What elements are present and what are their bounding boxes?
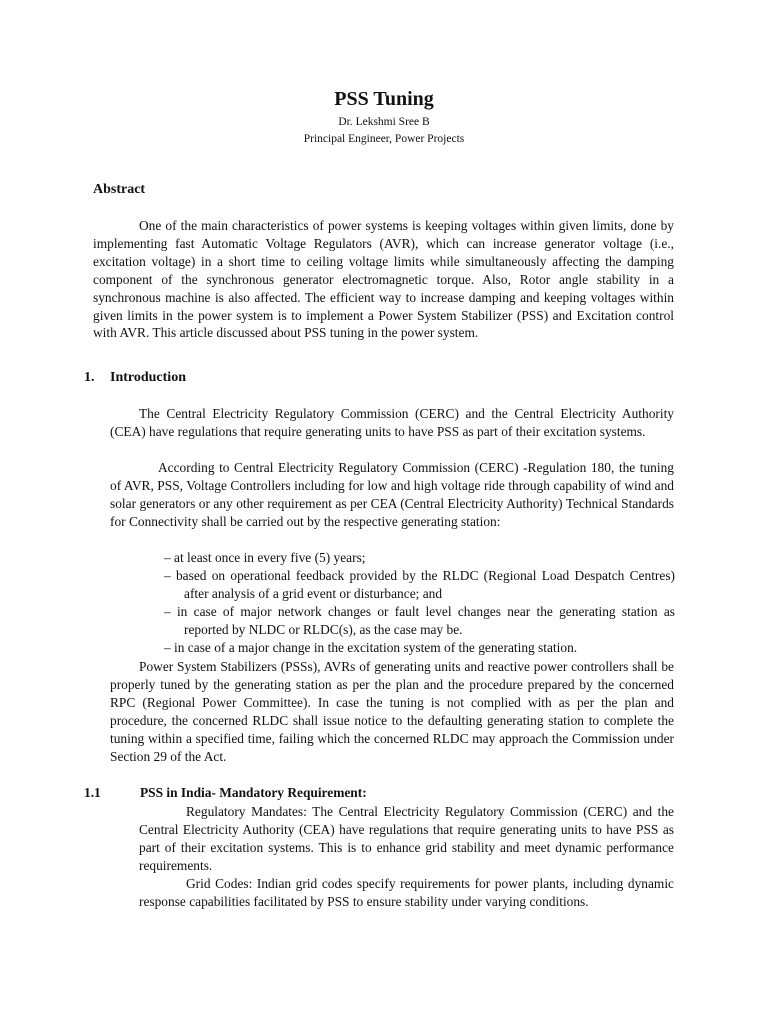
introduction-paragraph-2: According to Central Electricity Regulatory Commission (CERC) -Regulation 180, the tuning of AVR, PSS, Voltage Controllers including for low and high voltage ride through capability of wind and solar generators or any other requirement as per CEA (Central Electricity Authority) Technical Standards for Connectivity shall be carried out by the respective generating station:	[110, 460, 674, 529]
list-item: – in case of a major change in the excitation system of the generating station.	[164, 639, 578, 655]
author-name: Dr. Lekshmi Sree B	[338, 116, 430, 128]
introduction-heading	[84, 370, 186, 386]
introduction-paragraph-1: The Central Electricity Regulatory Commission (CERC) and the Central Electricity Authority (CEA) have regulations that require generating units to have PSS as part of their excitation systems.	[110, 406, 674, 439]
section-1-1-paragraph-1: Regulatory Mandates: The Central Electricity Regulatory Commission (CERC) and the Central Electricity Authority (CEA) have regulations that require generating units to have PSS as part of their excitation systems. This is to enhance grid stability and meet dynamic performance requirements.	[139, 804, 674, 873]
author-affiliation: Principal Engineer, Power Projects	[303, 133, 465, 145]
section-1-1-paragraph-2: Grid Codes: Indian grid codes specify requirements for power plants, including dynamic response capabilities facilitated by PSS to ensure stability under varying conditions.	[139, 876, 674, 909]
section-1-1-title: PSS in India- Mandatory Requirement:	[140, 785, 367, 800]
introduction-number: 1.	[84, 370, 95, 385]
document-title: PSS Tuning	[334, 88, 434, 110]
list-item: – based on operational feedback provided by the RLDC (Regional Load Despatch Centres) after analysis of a grid event or disturbance; and	[164, 567, 675, 601]
introduction-paragraph-3: Power System Stabilizers (PSSs), AVRs of generating units and reactive power controllers shall be properly tuned by the generating station as per the plan and the procedure prepared by the concerned RPC (Regional Power Committee). In case the tuning is not complied with as per the plan and procedure, the concerned RLDC shall issue notice to the defaulting generating station to complete the tuning within a specified time, failing which the concerned RLDC may approach the Commission under Section 29 of the Act.	[110, 659, 674, 764]
section-1-1-number: 1.1	[84, 785, 101, 800]
section-1-1-heading	[84, 785, 367, 801]
introduction-title: Introduction	[110, 370, 186, 385]
tuning-conditions-list	[164, 549, 675, 656]
abstract-heading: Abstract	[93, 182, 146, 197]
abstract-text: One of the main characteristics of power systems is keeping voltages within given limits, done by implementing fast Automatic Voltage Regulators (AVR), which can increase generator voltage (i.e., excitation voltage) in a short time to ceiling voltage limits while simultaneously affecting the damping component of the synchronous generator electromagnetic torque. Also, Rotor angle stability in a synchronous machine is also affected. The efficient way to increase damping and keeping voltages within given limits in the power system is to implement a Power System Stabilizer (PSS) and Excitation control with AVR. This article discussed about PSS tuning in the power system.	[93, 218, 674, 341]
list-item: – in case of major network changes or fault level changes near the generating station as reported by NLDC or RLDC(s), as the case may be.	[164, 603, 675, 637]
list-item: – at least once in every five (5) years;	[164, 550, 366, 565]
